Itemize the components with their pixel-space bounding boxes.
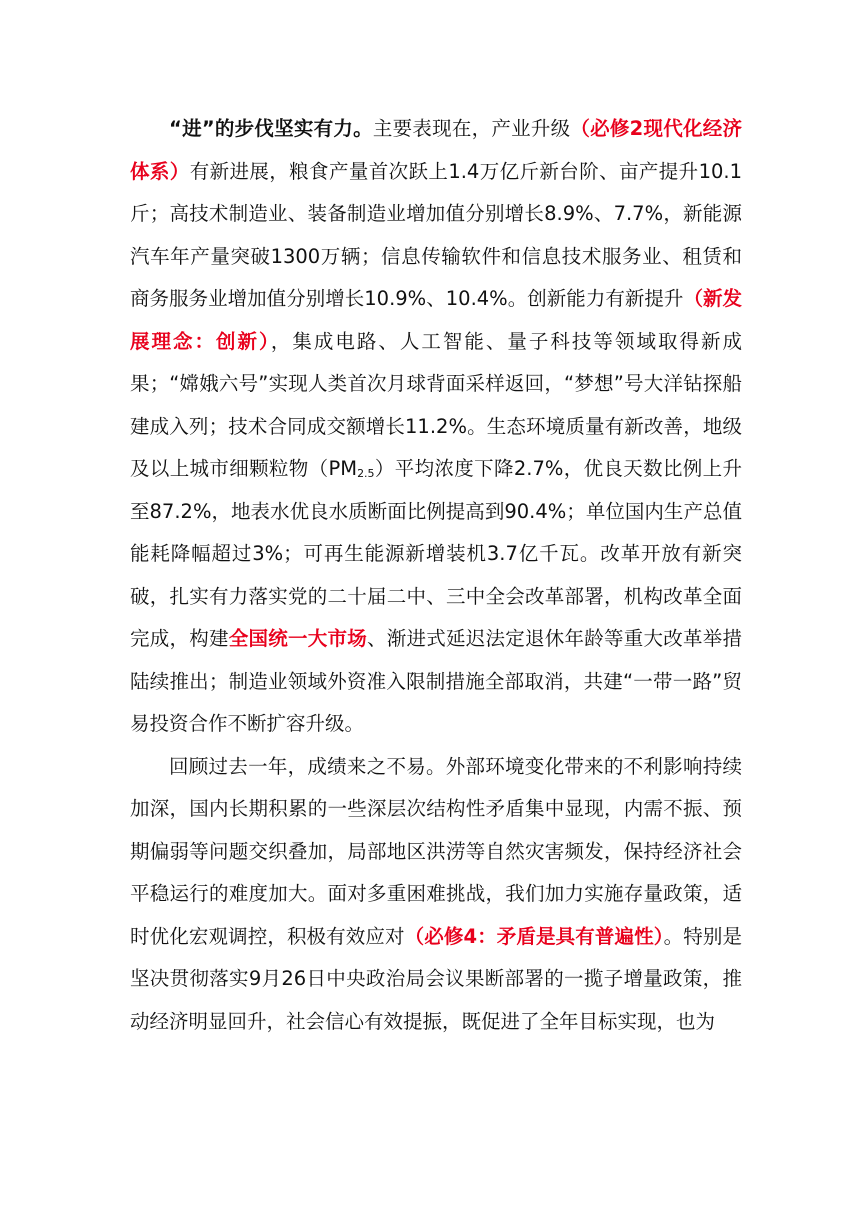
body-text: 主要表现在，产业升级 (372, 117, 571, 140)
lead-heading: “进”的步伐坚实有力。 (169, 117, 373, 140)
body-text: 、渐进式延迟法定退休年龄等重大改革举措陆续推出；制造业领域外资准入限制措施全部取消，共建“一带一路”贸易投资合作不断扩容升级。 (130, 627, 742, 735)
body-text: 回顾过去一年，成绩来之不易。外部环境变化带来的不利影响持续加深，国内长期积累的一些深层次结构性矛盾集中显现，内需不振、预期偏弱等问题交织叠加，局部地区洪涝等自然灾害频发，保持经济社会平稳运行的难度加大。面对多重困难挑战，我们加力实施存量政策，适时优化宏观调控，积极有效应对 (130, 754, 742, 948)
document-page (130, 108, 742, 1043)
paragraph-review (130, 746, 742, 1044)
pm-subscript: 2.5 (357, 467, 375, 480)
body-text: ）平均浓度下降2.7%，优良天数比例上升至87.2%，地表水优良水质断面比例提高到90.4%；单位国内生产总值能耗降幅超过3%；可再生能源新增装机3.7亿千瓦。改革开放有新突破，扎实有力落实党的二十届二中、三中全会改革部署，机构改革全面完成，构建 (130, 457, 742, 650)
body-text: 有新进展，粮食产量首次跃上1.4万亿斤新台阶、亩产提升10.1斤；高技术制造业、装备制造业增加值分别增长8.9%、7.7%，新能源汽车年产量突破1300万辆；信息传输软件和信息技术服务业、租赁和商务服务业增加值分别增长10.9%、10.4%。创新能力有新提升 (130, 159, 742, 310)
annotation-unified-market: 全国统一大市场 (228, 627, 367, 650)
annotation-modern-economy: （必修2现代化经济体系） (130, 117, 742, 183)
annotation-contradiction: （必修4：矛盾是具有普遍性） (404, 924, 664, 948)
body-text: 。特别是坚决贯彻落实9月26日中央政治局会议果断部署的一揽子增量政策，推动经济明显回升，社会信心有效提振，既促进了全年目标实现，也为 (130, 924, 742, 1033)
annotation-innovation: （新发展理念：创新） (130, 287, 742, 353)
body-text: ，集成电路、人工智能、量子科技等领域取得新成果；“嫦娥六号”实现人类首次月球背面采样返回，“梦想”号大洋钻探船建成入列；技术合同成交额增长11.2%。生态环境质量有新改善，地级及以上城市细颗粒物（PM (130, 329, 742, 480)
paragraph-progress (130, 108, 742, 746)
